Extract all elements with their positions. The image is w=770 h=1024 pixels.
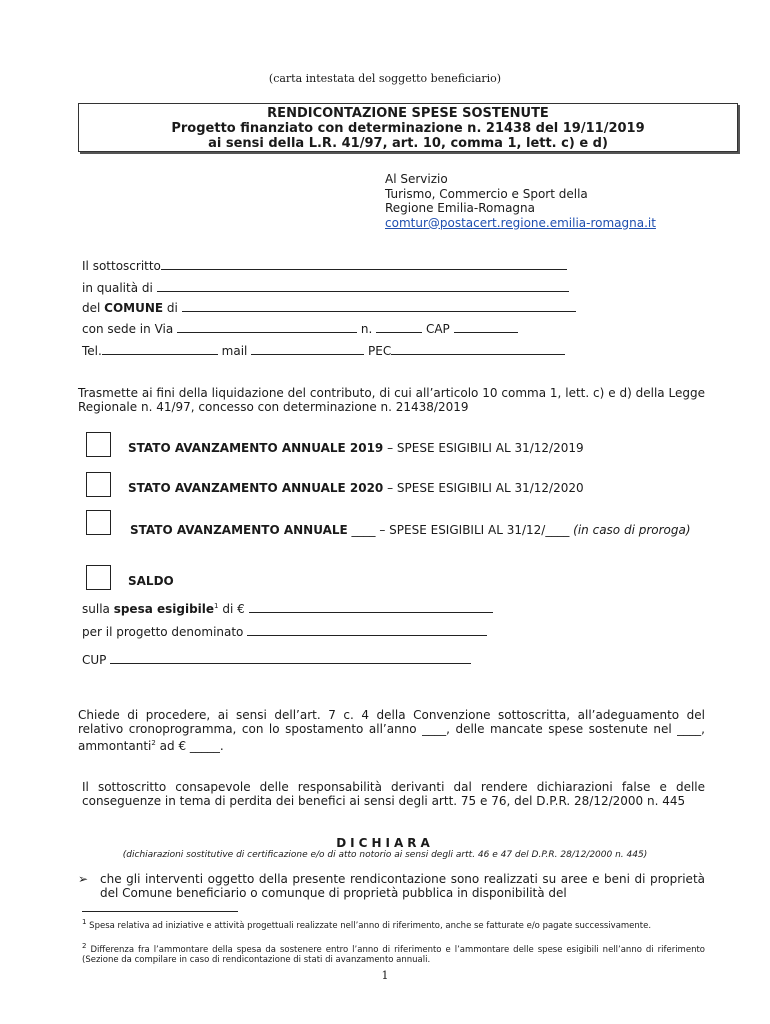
pec-label: PEC — [368, 344, 392, 358]
option-2020-label — [128, 481, 584, 495]
cap-blank[interactable] — [454, 321, 518, 333]
qualita-label: in qualità di — [82, 281, 153, 295]
sottoscritto-blank[interactable] — [161, 258, 567, 270]
option-2019-label — [128, 441, 584, 455]
document-title-box — [78, 103, 738, 152]
chiede-text-2: ad € _____. — [155, 739, 224, 753]
chiede-paragraph — [78, 708, 705, 753]
title-line-3: ai sensi della L.R. 41/97, art. 10, comma 1, lett. c) e d) — [208, 136, 608, 151]
spesa-footnote-ref[interactable]: 1 — [214, 602, 219, 610]
trasmette-paragraph: Trasmette ai fini della liquidazione del contributo, di cui all’articolo 10 comma 1, lett. c) e d) della Legge Regionale n. 41/97, concesso con determinazione n. 21438/2019 — [78, 386, 705, 414]
footnote-separator — [82, 911, 238, 912]
address-line-3: Regione Emilia-Romagna — [385, 201, 535, 215]
numero-label: n. — [360, 322, 373, 336]
comune-label-post: di — [163, 301, 178, 315]
spesa-blank[interactable] — [249, 601, 493, 613]
dichiara-heading: DICHIARA — [336, 836, 434, 850]
option-proroga-rest: ____ – SPESE ESIGIBILI AL 31/12/____ — [347, 523, 574, 537]
footnote-1 — [82, 917, 705, 931]
option-proroga-label — [82, 520, 705, 540]
address-line-2: Turismo, Commercio e Sport della — [385, 186, 588, 201]
chiede-footnote-ref[interactable]: 2 — [151, 739, 156, 747]
option-2020-bold: STATO AVANZAMENTO ANNUALE 2020 — [128, 481, 384, 495]
footnote-2-number: 2 — [82, 942, 87, 950]
address-line-1: Al Servizio — [385, 172, 448, 186]
comune-field[interactable] — [82, 300, 576, 315]
option-proroga-italic: (in caso di proroga) — [573, 523, 691, 537]
page-number: 1 — [381, 969, 389, 982]
arrow-bullet-icon: ➢ — [78, 872, 89, 886]
spesa-field[interactable] — [82, 601, 493, 616]
spesa-pre: sulla — [82, 602, 114, 616]
sede-field[interactable] — [82, 321, 518, 336]
option-2020-checkbox[interactable] — [86, 472, 111, 497]
option-2019-checkbox[interactable] — [86, 432, 111, 457]
letterhead-note: (carta intestata del soggetto beneficiario) — [268, 72, 502, 85]
contacts-field[interactable] — [82, 343, 565, 358]
numero-blank[interactable] — [376, 321, 422, 333]
progetto-label: per il progetto denominato — [82, 625, 244, 639]
spesa-post: di € — [218, 602, 245, 616]
dichiara-subtitle: (dichiarazioni sostitutive di certificazione e/o di atto notorio ai sensi degli artt. 46 e 47 del D.P.R. 28/12/2000 n. 445) — [122, 850, 648, 860]
comune-label-bold: COMUNE — [104, 301, 164, 315]
recipient-email-link[interactable]: comtur@postacert.regione.emilia-romagna.it — [385, 215, 656, 230]
comune-label-pre: del — [82, 301, 105, 315]
progetto-blank[interactable] — [247, 624, 487, 636]
sede-blank[interactable] — [177, 321, 357, 333]
footnote-1-number: 1 — [82, 918, 87, 926]
dichiara-bullet-text: che gli interventi oggetto della presente rendicontazione sono realizzati su aree e beni di proprietà del Comune beneficiario o comunque di proprietà pubblica in disponibilità del — [100, 872, 705, 900]
comune-blank[interactable] — [182, 300, 576, 312]
sede-label: con sede in Via — [82, 322, 174, 336]
footnote-2-text: Differenza fra l’ammontare della spesa da sostenere entro l’anno di riferimento e l’ammontare delle spese esigibili nell’anno di riferimento (Sezione da compilare in caso di rendicontazione di stati di avanzamento annuali. — [82, 944, 705, 966]
option-2019-bold: STATO AVANZAMENTO ANNUALE 2019 — [128, 441, 384, 455]
chiede-text-1: Chiede di procedere, ai sensi dell’art. 7 c. 4 della Convenzione sottoscritta, all’adeguamento del relativo cronoprogramma, con lo spostamento all’anno ____, delle mancate spese sostenute nel ____, ammontanti — [78, 708, 705, 753]
qualita-blank[interactable] — [157, 280, 569, 292]
footnote-2 — [82, 941, 705, 966]
mail-blank[interactable] — [251, 343, 364, 355]
option-2019-rest: – SPESE ESIGIBILI AL 31/12/2019 — [383, 441, 584, 455]
title-line-1: RENDICONTAZIONE SPESE SOSTENUTE — [267, 106, 549, 121]
cup-blank[interactable] — [110, 652, 471, 664]
tel-label: Tel. — [82, 344, 102, 358]
option-saldo-label — [128, 574, 174, 588]
cup-label: CUP — [82, 653, 107, 667]
mail-label: mail — [221, 344, 248, 358]
qualita-field[interactable] — [82, 280, 569, 295]
cup-field[interactable] — [82, 652, 471, 667]
option-proroga-bold: STATO AVANZAMENTO ANNUALE — [130, 523, 348, 537]
option-saldo-bold: SALDO — [128, 574, 174, 588]
title-line-2: Progetto finanziato con determinazione n. 21438 del 19/11/2019 — [171, 121, 645, 136]
tel-blank[interactable] — [102, 343, 218, 355]
cap-label: CAP — [425, 322, 450, 336]
progetto-field[interactable] — [82, 624, 487, 639]
footnote-1-text: Spesa relativa ad iniziative e attività progettuali realizzate nell’anno di riferimento, anche se fatturate e/o pagate successivamente. — [86, 920, 652, 931]
sottoscritto-field[interactable] — [82, 258, 567, 273]
sottoscritto-label: Il sottoscritto — [82, 259, 161, 273]
option-saldo-checkbox[interactable] — [86, 565, 111, 590]
recipient-address — [385, 172, 656, 230]
spesa-bold: spesa esigibile — [113, 602, 215, 616]
option-2020-rest: – SPESE ESIGIBILI AL 31/12/2020 — [383, 481, 584, 495]
consapevole-paragraph: Il sottoscritto consapevole delle responsabilità derivanti dal rendere dichiarazioni false e delle conseguenze in tema di perdita dei benefici ai sensi degli artt. 75 e 76, del D.P.R. 28/12/2000 n. 445 — [82, 780, 705, 808]
pec-blank[interactable] — [391, 343, 565, 355]
